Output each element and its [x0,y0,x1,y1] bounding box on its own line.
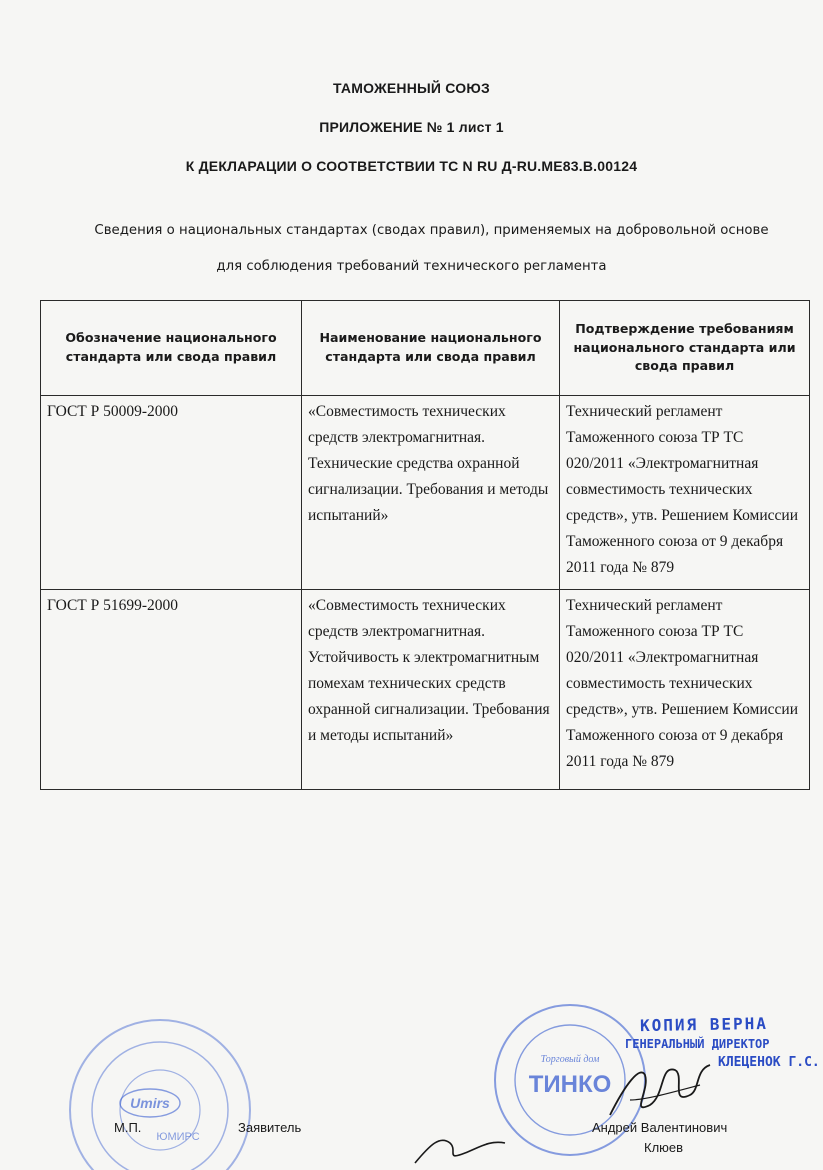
intro-line-2: для соблюдения требований технического регламента [216,259,607,274]
cell-name: «Совместимость технических средств электромагнитная. Технические средства охранной сигнализации. Требования и методы испытаний» [302,396,560,590]
header-appendix: ПРИЛОЖЕНИЕ № 1 лист 1 [319,119,504,135]
table-header-row [41,301,810,396]
applicant-label: Заявитель [238,1120,302,1135]
signer-name-last: Клюев [644,1140,684,1155]
copy-stamp-position: ГЕНЕРАЛЬНЫЙ ДИРЕКТОР [625,1037,770,1051]
cell-designation: ГОСТ Р 51699-2000 [41,590,302,790]
seal-place-label: М.П. [114,1120,142,1135]
column-header-designation: Обозначение национального стандарта или свода правил [41,301,302,396]
company-seal-left [60,1000,260,1170]
header-union: ТАМОЖЕННЫЙ СОЮЗ [333,80,490,96]
signature-applicant [410,1125,530,1165]
intro-line-1: Сведения о национальных стандартах (сводах правил), применяемых на добровольной основе [94,223,769,238]
header-declaration: К ДЕКЛАРАЦИИ О СООТВЕТСТВИИ ТС N RU Д-RU.МЕ83.В.00124 [185,158,638,174]
copy-stamp-name: КЛЕЦЕНОК Г.С. [718,1055,820,1070]
standards-table [40,300,810,790]
seal-left-brand: Umirs [130,1095,170,1111]
column-header-name: Наименование национального стандарта или свода правил [302,301,560,396]
column-header-confirmation: Подтверждение требованиям национального стандарта или свода правил [560,301,810,396]
cell-confirmation: Технический регламент Таможенного союза ТР ТС 020/2011 «Электромагнитная совместимость технических средств», утв. Решением Комиссии Таможенного союза от 9 декабря 2011 года № 879 [560,590,810,790]
seal-left-text: ЮМИРС [156,1131,200,1143]
copy-certified-stamp: КОПИЯ ВЕРНА [639,1013,769,1036]
cell-designation: ГОСТ Р 50009-2000 [41,396,302,590]
seal-right-text: Торговый дом [540,1054,600,1065]
table-row [41,590,810,790]
signer-name-first: Андрей Валентинович [592,1120,728,1135]
cell-name: «Совместимость технических средств электромагнитная. Устойчивость к электромагнитным помехам технических средств охранной сигнализации. Требования и методы испытаний» [302,590,560,790]
seal-right-brand: ТИНКО [528,1071,612,1098]
table-row [41,396,810,590]
cell-confirmation: Технический регламент Таможенного союза ТР ТС 020/2011 «Электромагнитная совместимость технических средств», утв. Решением Комиссии Таможенного союза от 9 декабря 2011 года № 879 [560,396,810,590]
